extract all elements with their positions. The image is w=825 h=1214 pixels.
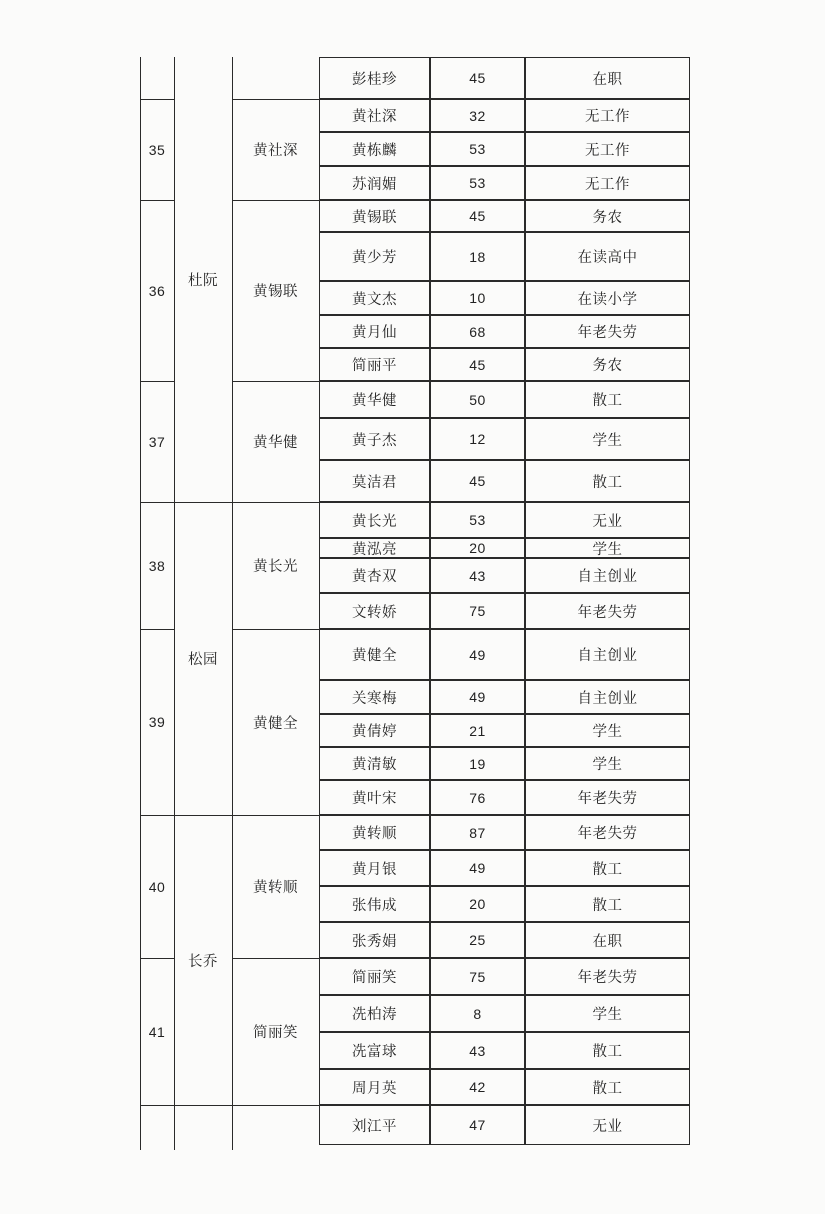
member-age: 18 xyxy=(430,232,525,281)
village-name: 杜阮 xyxy=(188,273,218,289)
member-age: 42 xyxy=(430,1069,525,1105)
member-status: 学生 xyxy=(525,418,690,460)
member-name: 刘江平 xyxy=(319,1105,430,1145)
member-name: 黄叶宋 xyxy=(319,780,430,815)
member-age: 49 xyxy=(430,680,525,714)
member-age: 87 xyxy=(430,815,525,850)
member-status: 年老失劳 xyxy=(525,958,690,995)
member-status: 无工作 xyxy=(525,132,690,166)
row-divider xyxy=(232,1105,319,1106)
row-divider xyxy=(232,502,319,503)
row-divider xyxy=(140,1105,174,1106)
member-name: 莫洁君 xyxy=(319,460,430,502)
member-name: 黄清敏 xyxy=(319,747,430,780)
member-age: 75 xyxy=(430,958,525,995)
member-status: 年老失劳 xyxy=(525,780,690,815)
row-divider xyxy=(140,200,174,201)
household-head: 黄健全 xyxy=(253,715,298,732)
row-divider xyxy=(140,381,174,382)
member-name: 冼柏涛 xyxy=(319,995,430,1032)
member-status: 学生 xyxy=(525,538,690,558)
row-divider xyxy=(232,381,319,382)
member-age: 20 xyxy=(430,538,525,558)
household-head: 黄社深 xyxy=(253,143,298,159)
household-head: 黄锡联 xyxy=(253,284,298,300)
member-age: 47 xyxy=(430,1105,525,1145)
member-name: 黄长光 xyxy=(319,502,430,538)
member-age: 45 xyxy=(430,348,525,381)
member-name: 简丽笑 xyxy=(319,958,430,995)
member-name: 苏润媚 xyxy=(319,166,430,200)
household-number: 39 xyxy=(148,714,166,730)
member-age: 25 xyxy=(430,922,525,958)
row-divider xyxy=(174,1105,232,1106)
household-number: 40 xyxy=(148,878,166,895)
member-age: 43 xyxy=(430,558,525,593)
member-name: 彭桂珍 xyxy=(319,57,430,99)
member-status: 无工作 xyxy=(525,166,690,200)
household-head xyxy=(232,57,319,99)
member-status: 无工作 xyxy=(525,99,690,132)
member-age: 21 xyxy=(430,714,525,747)
household-head: 简丽笑 xyxy=(253,1025,298,1041)
member-name: 黄倩婷 xyxy=(319,714,430,747)
member-status: 自主创业 xyxy=(525,629,690,680)
household-number: 37 xyxy=(148,433,166,450)
member-status: 散工 xyxy=(525,1069,690,1105)
member-status: 无业 xyxy=(525,1105,690,1145)
household-number: 41 xyxy=(148,1023,166,1040)
row-divider xyxy=(140,629,174,630)
household-number: 38 xyxy=(148,557,166,574)
household-head: 黄转顺 xyxy=(253,880,298,896)
member-status: 散工 xyxy=(525,381,690,418)
member-name: 周月英 xyxy=(319,1069,430,1105)
member-name: 黄健全 xyxy=(319,629,430,680)
member-name: 黄社深 xyxy=(319,99,430,132)
row-divider xyxy=(140,502,174,503)
member-age: 53 xyxy=(430,132,525,166)
member-status: 年老失劳 xyxy=(525,315,690,348)
member-name: 黄华健 xyxy=(319,381,430,418)
member-status: 散工 xyxy=(525,886,690,922)
member-name: 简丽平 xyxy=(319,348,430,381)
member-age: 12 xyxy=(430,418,525,460)
household-number xyxy=(140,1105,174,1150)
member-age: 68 xyxy=(430,315,525,348)
member-name: 黄转顺 xyxy=(319,815,430,850)
member-name: 黄栋麟 xyxy=(319,132,430,166)
member-name: 黄杏双 xyxy=(319,558,430,593)
member-age: 49 xyxy=(430,629,525,680)
member-name: 黄少芳 xyxy=(319,232,430,281)
member-age: 45 xyxy=(430,57,525,99)
member-name: 冼富球 xyxy=(319,1032,430,1069)
member-age: 53 xyxy=(430,502,525,538)
member-age: 8 xyxy=(430,995,525,1032)
member-name: 黄锡联 xyxy=(319,200,430,232)
member-status: 在职 xyxy=(525,57,690,99)
member-status: 自主创业 xyxy=(525,680,690,714)
household-number: 35 xyxy=(148,141,166,158)
member-status: 散工 xyxy=(525,850,690,886)
member-age: 45 xyxy=(430,460,525,502)
member-age: 76 xyxy=(430,780,525,815)
member-status: 无业 xyxy=(525,502,690,538)
member-status: 务农 xyxy=(525,200,690,232)
member-age: 53 xyxy=(430,166,525,200)
row-divider xyxy=(174,815,232,816)
member-age: 75 xyxy=(430,593,525,629)
member-age: 20 xyxy=(430,886,525,922)
row-divider xyxy=(174,502,232,503)
member-status: 自主创业 xyxy=(525,558,690,593)
village-name: 松园 xyxy=(188,652,218,668)
member-status: 在读小学 xyxy=(525,281,690,315)
village-name: 长乔 xyxy=(188,953,218,970)
member-status: 务农 xyxy=(525,348,690,381)
member-status: 在读高中 xyxy=(525,232,690,281)
member-name: 关寒梅 xyxy=(319,680,430,714)
member-status: 年老失劳 xyxy=(525,593,690,629)
member-status: 学生 xyxy=(525,747,690,780)
member-name: 张秀娟 xyxy=(319,922,430,958)
household-head xyxy=(232,1105,319,1150)
member-age: 19 xyxy=(430,747,525,780)
member-status: 在职 xyxy=(525,922,690,958)
member-age: 45 xyxy=(430,200,525,232)
member-name: 文转娇 xyxy=(319,593,430,629)
household-number xyxy=(140,57,174,99)
row-divider xyxy=(232,99,319,100)
household-number: 36 xyxy=(148,282,166,299)
member-age: 49 xyxy=(430,850,525,886)
row-divider xyxy=(140,815,174,816)
member-status: 学生 xyxy=(525,714,690,747)
row-divider xyxy=(232,629,319,630)
row-divider xyxy=(232,958,319,959)
member-status: 年老失劳 xyxy=(525,815,690,850)
member-age: 50 xyxy=(430,381,525,418)
member-name: 黄月银 xyxy=(319,850,430,886)
member-status: 散工 xyxy=(525,1032,690,1069)
member-name: 黄文杰 xyxy=(319,281,430,315)
member-status: 学生 xyxy=(525,995,690,1032)
member-age: 10 xyxy=(430,281,525,315)
row-divider xyxy=(232,200,319,201)
member-status: 散工 xyxy=(525,460,690,502)
member-name: 黄泓亮 xyxy=(319,538,430,558)
member-name: 黄子杰 xyxy=(319,418,430,460)
member-name: 张伟成 xyxy=(319,886,430,922)
row-divider xyxy=(140,99,174,100)
row-divider xyxy=(140,958,174,959)
member-age: 43 xyxy=(430,1032,525,1069)
household-head: 黄长光 xyxy=(253,559,298,575)
member-name: 黄月仙 xyxy=(319,315,430,348)
household-head: 黄华健 xyxy=(253,435,298,451)
member-age: 32 xyxy=(430,99,525,132)
row-divider xyxy=(232,815,319,816)
